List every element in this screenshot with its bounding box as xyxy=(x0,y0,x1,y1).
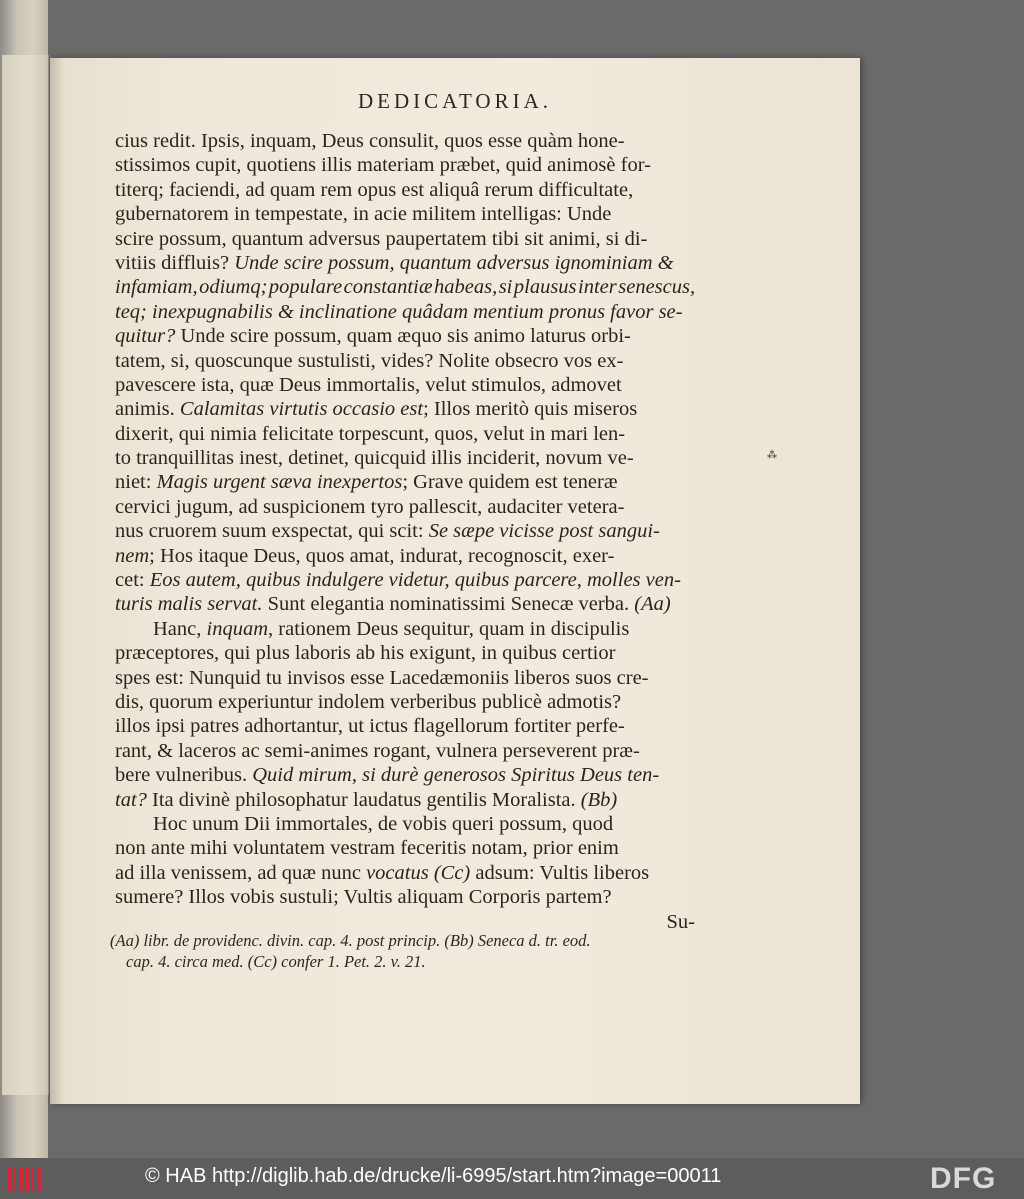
text-segment: Hanc, xyxy=(153,617,207,640)
text-line xyxy=(115,446,695,470)
text-line xyxy=(115,836,695,860)
text-segment: , rationem Deus sequitur, quam in discipulis xyxy=(268,617,630,640)
text-line xyxy=(115,690,695,714)
text-line xyxy=(115,641,695,665)
footnotes xyxy=(110,930,700,972)
italic-segment: Calamitas virtutis occasio est xyxy=(179,398,424,421)
text-segment: stissimos cupit, quotiens illis materiam præbet, quid animosè for- xyxy=(115,154,651,177)
copyright-link[interactable]: © HAB http://diglib.hab.de/drucke/li-6995/start.htm?image=00011 xyxy=(145,1165,722,1187)
text-line xyxy=(115,763,695,787)
text-line xyxy=(115,519,695,543)
text-line xyxy=(115,544,695,568)
italic-segment: nem xyxy=(115,544,150,567)
text-segment: to tranquillitas inest, detinet, quicquid illis inciderit, novum ve- xyxy=(115,447,634,470)
text-segment: scire possum, quantum adversus paupertatem tibi sit animi, si di- xyxy=(115,227,648,250)
text-segment: animis. xyxy=(115,398,180,421)
text-line xyxy=(115,129,695,153)
text-line xyxy=(115,373,695,397)
text-segment: titerq; faciendi, ad quam rem opus est aliquâ rerum difficultate, xyxy=(115,178,634,201)
italic-segment: (Bb) xyxy=(580,788,618,811)
facing-page-edge xyxy=(2,55,49,1095)
text-line xyxy=(115,812,695,836)
footnote-line: (Aa) libr. de providenc. divin. cap. 4. post princip. (Bb) Seneca d. tr. eod. xyxy=(110,931,591,950)
text-line xyxy=(115,422,695,446)
italic-segment: Quid mirum, si durè generosos Spiritus Deus ten- xyxy=(252,764,660,787)
text-line xyxy=(115,861,695,885)
text-line xyxy=(115,324,695,348)
text-segment: niet: xyxy=(115,471,157,494)
italic-segment: Eos autem, quibus indulgere videtur, quibus parcere, molles ven- xyxy=(149,569,681,592)
italic-segment: vocatus (Cc) xyxy=(366,861,471,884)
text-line xyxy=(115,153,695,177)
text-line xyxy=(115,349,695,373)
text-segment: præceptores, qui plus laboris ab his exigunt, in quibus certior xyxy=(115,642,616,665)
text-segment: cius redit. Ipsis, inquam, Deus consulit, quos esse quàm hone- xyxy=(115,130,625,152)
text-line xyxy=(115,666,695,690)
text-line xyxy=(115,275,695,299)
italic-segment: infamiam, odiumq; populare constantiæ habeas, si plausus inter senescus, xyxy=(115,276,696,299)
italic-segment: Magis urgent sæva inexpertos xyxy=(156,471,403,494)
text-line xyxy=(115,568,695,592)
text-segment: vitiis diffluis? xyxy=(115,251,235,274)
italic-segment: Se sæpe vicisse post sangui- xyxy=(428,520,660,543)
text-segment: pavescere ista, quæ Deus immortalis, velut stimulos, admovet xyxy=(115,373,622,396)
hab-barcode-icon xyxy=(6,1163,46,1195)
text-segment: ; Grave quidem est teneræ xyxy=(402,471,618,494)
text-segment: tatem, si, quoscunque sustulisti, vides? Nolite obsecro vos ex- xyxy=(115,349,624,372)
text-line xyxy=(115,300,695,324)
gutter-shadow xyxy=(50,58,64,1104)
italic-segment: teq; inexpugnabilis & inclinatione quâdam mentium pronus favor se- xyxy=(115,300,683,323)
italic-segment: (Aa) xyxy=(634,593,671,616)
text-line xyxy=(115,714,695,738)
text-line xyxy=(115,592,695,616)
text-segment: ad illa venissem, ad quæ nunc xyxy=(115,861,367,884)
text-segment: adsum: Vultis liberos xyxy=(470,861,650,884)
text-segment: spes est: Nunquid tu invisos esse Lacedæmoniis liberos suos cre- xyxy=(115,666,649,689)
italic-segment: quitur? xyxy=(115,325,181,348)
italic-segment: inquam xyxy=(206,617,269,640)
text-segment: non ante mihi voluntatem vestram feceritis notam, prior enim xyxy=(115,837,619,860)
text-line xyxy=(115,617,695,641)
text-line xyxy=(115,178,695,202)
italic-segment: tat? xyxy=(115,788,147,811)
text-segment: Ita divinè philosophatur laudatus gentilis Moralista. xyxy=(146,788,581,811)
italic-segment: turis malis servat. xyxy=(115,593,263,616)
footnote-line: cap. 4. circa med. (Cc) confer 1. Pet. 2. v. 21. xyxy=(126,952,426,971)
text-segment: cet: xyxy=(115,569,150,592)
text-line xyxy=(115,885,695,909)
text-line xyxy=(115,397,695,421)
dfg-logo: DFG xyxy=(930,1162,997,1195)
text-line xyxy=(115,227,695,251)
text-segment: nus cruorem suum exspectat, qui scit: xyxy=(115,520,429,543)
text-segment: illos ipsi patres adhortantur, ut ictus flagellorum fortiter perfe- xyxy=(115,715,625,738)
text-segment: ; Hos itaque Deus, quos amat, indurat, recognoscit, exer- xyxy=(149,544,615,567)
viewer-footer xyxy=(0,1158,1024,1199)
text-line xyxy=(115,495,695,519)
document-page xyxy=(50,58,860,1104)
text-segment: cervici jugum, ad suspicionem tyro pallescit, audaciter vetera- xyxy=(115,495,625,518)
running-head: DEDICATORIA. xyxy=(357,89,553,113)
text-segment: Unde scire possum, quam æquo sis animo laturus orbi- xyxy=(180,325,631,348)
text-segment: rant, & laceros ac semi-animes rogant, vulnera perseverent præ- xyxy=(115,739,640,762)
text-segment: Hoc unum Dii immortales, de vobis queri possum, quod xyxy=(153,812,614,835)
text-line xyxy=(115,739,695,763)
text-line xyxy=(115,202,695,226)
text-line xyxy=(115,251,695,275)
body-text xyxy=(115,129,695,934)
italic-segment: Unde scire possum, quantum adversus ignominiam & xyxy=(234,251,674,274)
ink-blot: ⁂ xyxy=(767,450,777,461)
text-line xyxy=(115,788,695,812)
text-segment: dixerit, qui nimia felicitate torpescunt, quos, velut in mari len- xyxy=(115,422,626,445)
text-segment: bere vulneribus. xyxy=(115,764,253,787)
text-line xyxy=(115,470,695,494)
text-segment: ; Illos meritò quis miseros xyxy=(423,398,638,421)
text-segment: dis, quorum experiuntur indolem verberibus publicè admotis? xyxy=(115,690,622,713)
text-segment: Sunt elegantia nominatissimi Senecæ verba. xyxy=(262,593,635,616)
text-segment: gubernatorem in tempestate, in acie militem intelligas: Unde xyxy=(115,203,612,226)
text-segment: sumere? Illos vobis sustuli; Vultis aliquam Corporis partem? xyxy=(115,886,612,909)
catchword: Su- xyxy=(666,910,695,933)
